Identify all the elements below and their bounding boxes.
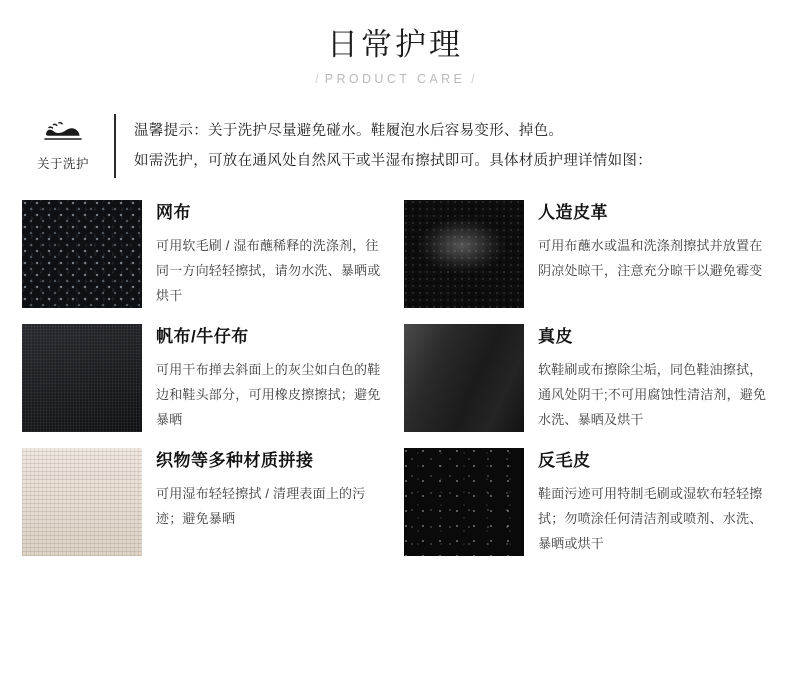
care-card-title: 网布 (156, 203, 191, 223)
care-card-suede (404, 448, 768, 556)
page-title: 日常护理 (327, 27, 463, 62)
notice-line-2: 如需洗护，可放在通风处自然风干或半湿布擦拭即可。具体材质护理详情如图： (134, 153, 652, 170)
care-notice (0, 114, 790, 178)
genuine-leather-swatch (404, 324, 524, 432)
fabric-blend-swatch (22, 448, 142, 556)
notice-badge-label: 关于洗护 (36, 157, 89, 172)
care-card-text (142, 200, 386, 308)
care-card-title: 织物等多种材质拼接 (156, 451, 314, 471)
care-card-text (142, 448, 386, 531)
care-card-text (524, 200, 768, 283)
slash-right: / (471, 72, 475, 87)
notice-body (114, 114, 766, 178)
slash-left: / (315, 72, 319, 87)
care-card-text (142, 324, 386, 432)
care-card-title: 帆布/牛仔布 (156, 327, 249, 347)
care-card-fabric-blend (22, 448, 386, 556)
notice-badge (28, 114, 98, 172)
care-card-text (524, 324, 768, 432)
care-card-desc: 鞋面污迹可用特制毛刷或湿软布轻轻擦拭；勿喷涂任何清洁剂或喷剂、水洗、暴晒或烘干 (538, 485, 763, 551)
canvas-denim-swatch (22, 324, 142, 432)
shoe-icon (28, 118, 98, 147)
care-card-desc: 软鞋刷或布擦除尘垢，同色鞋油擦拭，通风处阴干;不可用腐蚀性清洁剂，避免水洗、暴晒及烘干 (538, 361, 767, 427)
care-card-text (524, 448, 768, 556)
page-subtitle (0, 72, 790, 86)
care-card-synthetic-leather (404, 200, 768, 308)
care-card-desc: 可用干布掸去斜面上的灰尘如白色的鞋边和鞋头部分，可用橡皮擦擦拭；避免暴晒 (156, 361, 381, 427)
page-header (0, 0, 790, 86)
page-subtitle-en: PRODUCT CARE (324, 72, 466, 87)
care-card-desc: 可用布蘸水或温和洗涤剂擦拭并放置在阴凉处晾干，注意充分晾干以避免霉变 (538, 237, 763, 278)
care-card-title: 反毛皮 (538, 451, 591, 471)
notice-line-1: 温馨提示：关于洗护尽量避免碰水。鞋履泡水后容易变形、掉色。 (134, 123, 564, 140)
care-card-canvas-denim (22, 324, 386, 432)
care-card-mesh (22, 200, 386, 308)
suede-swatch (404, 448, 524, 556)
mesh-swatch (22, 200, 142, 308)
care-card-genuine-leather (404, 324, 768, 432)
care-card-title: 真皮 (538, 327, 573, 347)
care-card-desc: 可用湿布轻轻擦拭 / 清理表面上的污迹；避免暴晒 (156, 485, 366, 526)
synthetic-leather-swatch (404, 200, 524, 308)
care-cards-grid (0, 200, 790, 556)
care-card-title: 人造皮革 (538, 203, 608, 223)
care-card-desc: 可用软毛刷 / 湿布蘸稀释的洗涤剂，往同一方向轻轻擦拭，请勿水洗、暴晒或烘干 (156, 237, 381, 303)
